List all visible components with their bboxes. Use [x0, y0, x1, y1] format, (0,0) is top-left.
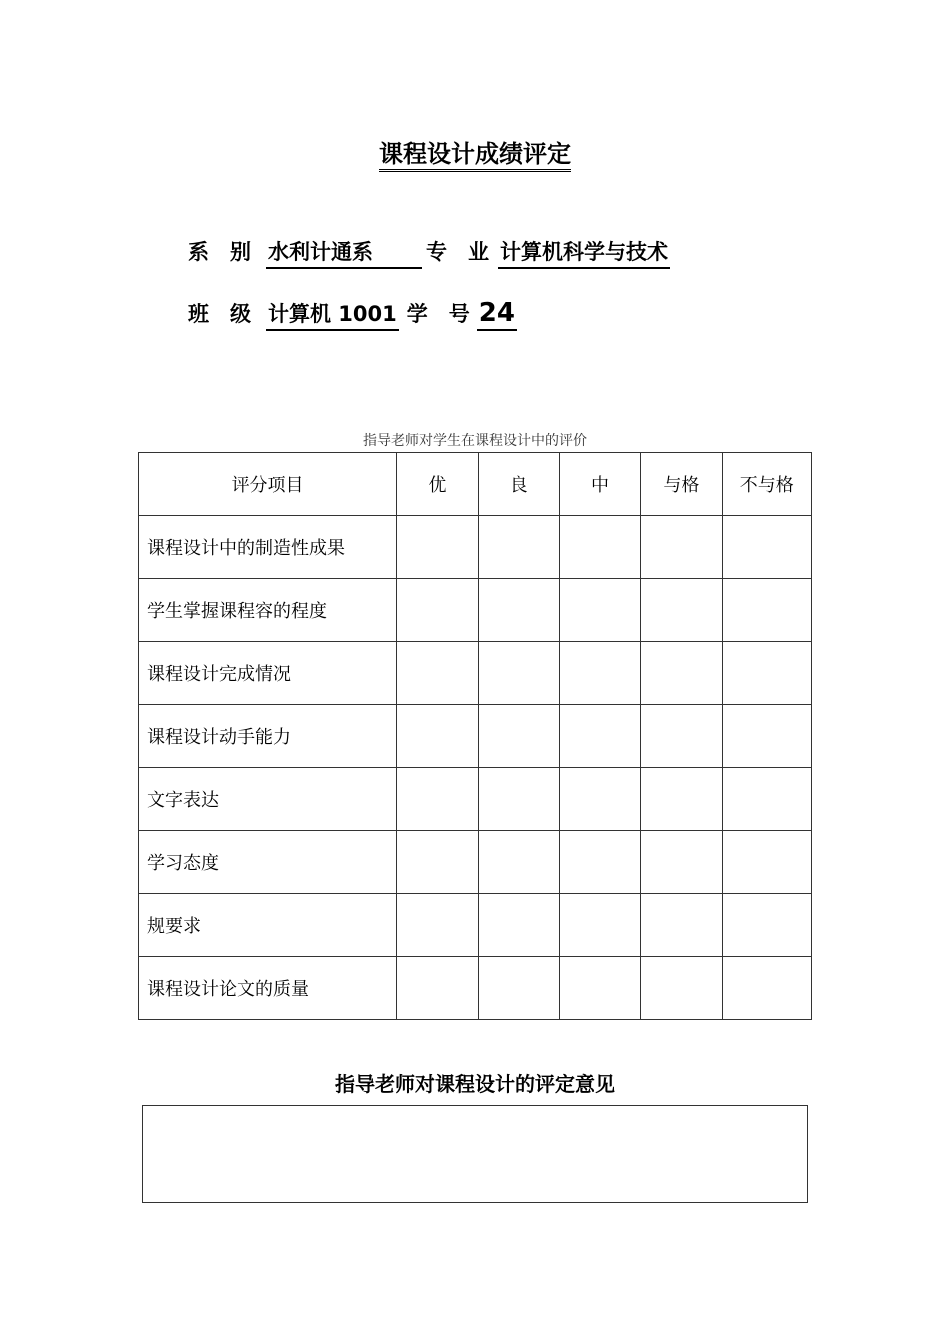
table-row [139, 516, 812, 579]
grade-cell[interactable] [397, 768, 478, 831]
grade-cell[interactable] [478, 579, 559, 642]
row-label: 学生掌握课程容的程度 [139, 579, 397, 642]
grade-cell[interactable] [722, 705, 811, 768]
grade-cell[interactable] [641, 642, 722, 705]
info-row-class-number [188, 298, 517, 331]
grade-cell[interactable] [559, 579, 640, 642]
grade-cell[interactable] [478, 768, 559, 831]
row-label: 学习态度 [139, 831, 397, 894]
table-header-row [139, 453, 812, 516]
grade-cell[interactable] [641, 894, 722, 957]
dept-value: 水利计通系 [266, 236, 422, 269]
table-row [139, 705, 812, 768]
page-title: 课程设计成绩评定 [379, 140, 571, 172]
page-title-wrap [0, 134, 950, 169]
header-pass: 与格 [641, 453, 722, 516]
major-label: 专 业 [426, 240, 489, 264]
table-row [139, 642, 812, 705]
grade-cell[interactable] [397, 831, 478, 894]
row-label: 课程设计论文的质量 [139, 957, 397, 1020]
row-label: 文字表达 [139, 768, 397, 831]
grade-cell[interactable] [478, 831, 559, 894]
row-label: 课程设计中的制造性成果 [139, 516, 397, 579]
grade-cell[interactable] [722, 642, 811, 705]
dept-label: 系 别 [188, 240, 251, 264]
grade-cell[interactable] [722, 768, 811, 831]
grade-cell[interactable] [722, 831, 811, 894]
header-fail: 不与格 [722, 453, 811, 516]
number-value: 24 [477, 298, 517, 331]
grade-cell[interactable] [397, 957, 478, 1020]
grade-cell[interactable] [397, 894, 478, 957]
grade-cell[interactable] [559, 705, 640, 768]
row-label: 课程设计动手能力 [139, 705, 397, 768]
table-caption: 指导老师对学生在课程设计中的评价 [363, 433, 587, 449]
grade-cell[interactable] [478, 642, 559, 705]
table-row [139, 831, 812, 894]
grade-cell[interactable] [722, 579, 811, 642]
grade-cell[interactable] [478, 705, 559, 768]
table-row [139, 579, 812, 642]
row-label: 课程设计完成情况 [139, 642, 397, 705]
grade-cell[interactable] [397, 642, 478, 705]
header-good: 良 [478, 453, 559, 516]
table-row [139, 768, 812, 831]
grade-cell[interactable] [722, 516, 811, 579]
grade-cell[interactable] [559, 642, 640, 705]
table-row [139, 957, 812, 1020]
grade-cell[interactable] [478, 957, 559, 1020]
row-label: 规要求 [139, 894, 397, 957]
grade-cell[interactable] [641, 768, 722, 831]
header-medium: 中 [559, 453, 640, 516]
major-value: 计算机科学与技术 [498, 236, 670, 269]
table-row [139, 894, 812, 957]
grade-cell[interactable] [559, 768, 640, 831]
class-label: 班 级 [188, 302, 251, 326]
grade-cell[interactable] [641, 831, 722, 894]
grade-cell[interactable] [478, 516, 559, 579]
grade-cell[interactable] [559, 831, 640, 894]
grading-table [138, 452, 812, 1020]
grade-cell[interactable] [397, 705, 478, 768]
grade-cell[interactable] [641, 516, 722, 579]
grade-cell[interactable] [478, 894, 559, 957]
opinion-title: 指导老师对课程设计的评定意见 [335, 1072, 615, 1096]
number-label: 学 号 [406, 302, 470, 326]
opinion-box[interactable] [142, 1105, 808, 1203]
grade-cell[interactable] [641, 957, 722, 1020]
grade-cell[interactable] [559, 516, 640, 579]
grade-cell[interactable] [559, 894, 640, 957]
class-value: 计算机 1001 [266, 298, 399, 331]
grade-cell[interactable] [397, 516, 478, 579]
grade-cell[interactable] [641, 579, 722, 642]
info-row-dept-major [188, 236, 670, 269]
grade-cell[interactable] [397, 579, 478, 642]
grade-cell[interactable] [722, 894, 811, 957]
header-item: 评分项目 [139, 453, 397, 516]
grade-cell[interactable] [722, 957, 811, 1020]
grade-cell[interactable] [641, 705, 722, 768]
grade-cell[interactable] [559, 957, 640, 1020]
header-excellent: 优 [397, 453, 478, 516]
